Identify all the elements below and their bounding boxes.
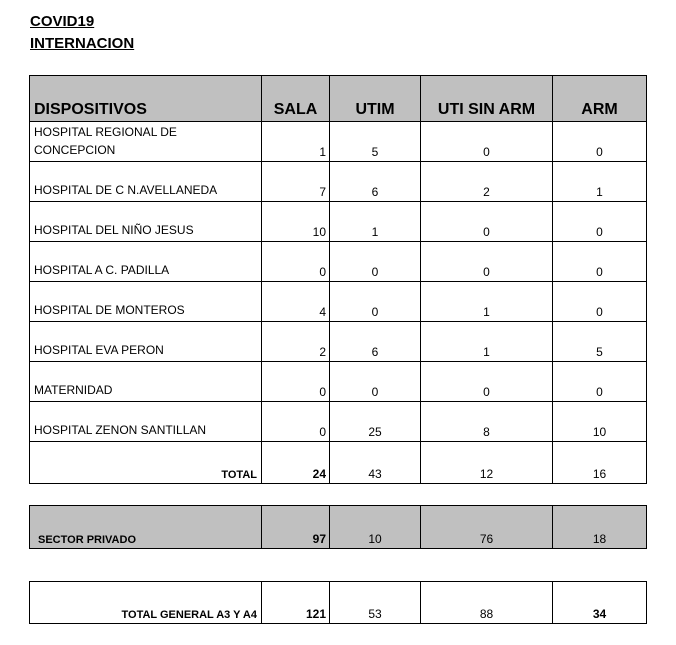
cell-utim: 0	[330, 362, 421, 402]
table-row	[30, 402, 647, 442]
total-label: TOTAL	[30, 442, 262, 484]
sector-privado-arm: 18	[553, 506, 647, 549]
total-sala: 24	[262, 442, 330, 484]
total-general-label: TOTAL GENERAL A3 Y A4	[30, 582, 262, 624]
sector-privado-utim: 10	[330, 506, 421, 549]
total-general-uti-sin-arm: 88	[421, 582, 553, 624]
row-name: MATERNIDAD	[30, 362, 262, 402]
cell-sala: 0	[262, 362, 330, 402]
cell-uti-sin-arm: 1	[421, 282, 553, 322]
total-general-sala: 121	[262, 582, 330, 624]
hospital-table	[29, 75, 647, 484]
cell-uti-sin-arm: 0	[421, 242, 553, 282]
total-general-arm: 34	[553, 582, 647, 624]
cell-arm: 0	[553, 282, 647, 322]
cell-arm: 0	[553, 122, 647, 162]
table-row	[30, 282, 647, 322]
cell-sala: 10	[262, 202, 330, 242]
cell-utim: 25	[330, 402, 421, 442]
sector-privado-uti-sin-arm: 76	[421, 506, 553, 549]
total-utim: 43	[330, 442, 421, 484]
row-name: HOSPITAL EVA PERON	[30, 322, 262, 362]
table-row	[30, 242, 647, 282]
col-header-arm: ARM	[553, 76, 647, 122]
col-header-sala: SALA	[262, 76, 330, 122]
total-uti-sin-arm: 12	[421, 442, 553, 484]
cell-utim: 5	[330, 122, 421, 162]
table-row	[30, 202, 647, 242]
cell-uti-sin-arm: 8	[421, 402, 553, 442]
cell-sala: 7	[262, 162, 330, 202]
table-row	[30, 122, 647, 162]
total-row	[30, 442, 647, 484]
row-name: HOSPITAL DE C N.AVELLANEDA	[30, 162, 262, 202]
document-title: COVID19	[30, 13, 95, 30]
sector-privado-sala: 97	[262, 506, 330, 549]
cell-uti-sin-arm: 0	[421, 362, 553, 402]
table-row	[30, 362, 647, 402]
cell-arm: 10	[553, 402, 647, 442]
cell-utim: 6	[330, 162, 421, 202]
col-header-utim: UTIM	[330, 76, 421, 122]
cell-utim: 6	[330, 322, 421, 362]
total-arm: 16	[553, 442, 647, 484]
row-name: HOSPITAL DEL NIÑO JESUS	[30, 202, 262, 242]
total-general-table	[29, 581, 647, 624]
cell-utim: 0	[330, 242, 421, 282]
row-name: HOSPITAL A C. PADILLA	[30, 242, 262, 282]
row-name: HOSPITAL ZENON SANTILLAN	[30, 402, 262, 442]
total-general-utim: 53	[330, 582, 421, 624]
sector-privado-label: SECTOR PRIVADO	[30, 506, 262, 549]
row-name: HOSPITAL DE MONTEROS	[30, 282, 262, 322]
cell-sala: 0	[262, 402, 330, 442]
cell-uti-sin-arm: 1	[421, 322, 553, 362]
cell-uti-sin-arm: 0	[421, 202, 553, 242]
cell-arm: 5	[553, 322, 647, 362]
cell-arm: 0	[553, 242, 647, 282]
col-header-dispositivos: DISPOSITIVOS	[30, 76, 262, 122]
cell-utim: 0	[330, 282, 421, 322]
cell-arm: 1	[553, 162, 647, 202]
col-header-uti-sin-arm: UTI SIN ARM	[421, 76, 553, 122]
cell-arm: 0	[553, 362, 647, 402]
document-subtitle: INTERNACION	[30, 35, 135, 52]
cell-uti-sin-arm: 2	[421, 162, 553, 202]
sector-privado-table	[29, 505, 647, 549]
table-row	[30, 162, 647, 202]
header-row	[30, 76, 647, 122]
cell-sala: 0	[262, 242, 330, 282]
cell-sala: 1	[262, 122, 330, 162]
sector-privado-row	[30, 506, 647, 549]
total-general-row	[30, 582, 647, 624]
cell-utim: 1	[330, 202, 421, 242]
row-name: HOSPITAL REGIONAL DE CONCEPCION	[30, 122, 262, 162]
cell-uti-sin-arm: 0	[421, 122, 553, 162]
table-row	[30, 322, 647, 362]
cell-sala: 4	[262, 282, 330, 322]
cell-sala: 2	[262, 322, 330, 362]
cell-arm: 0	[553, 202, 647, 242]
